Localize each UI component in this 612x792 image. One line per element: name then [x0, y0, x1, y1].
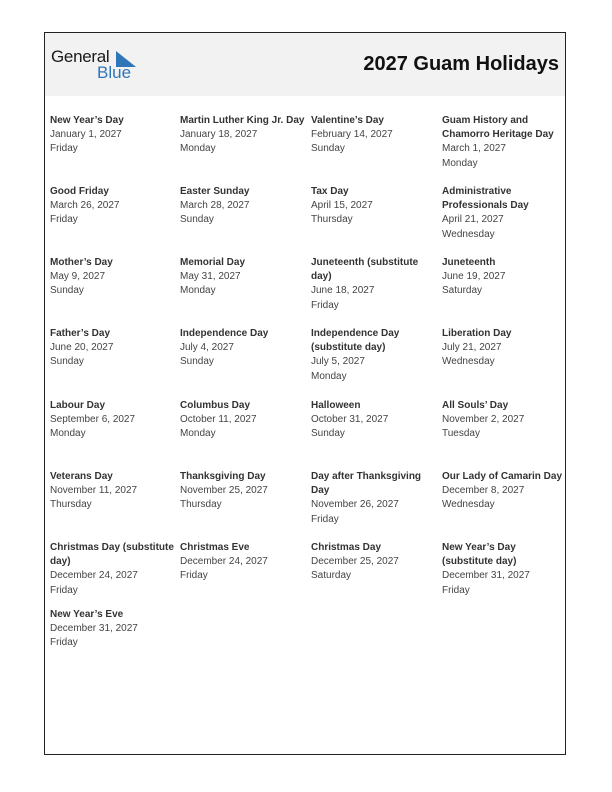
holiday-date: June 20, 2027	[50, 342, 114, 354]
holiday-date: November 25, 2027	[180, 485, 268, 497]
holiday-entry	[442, 256, 568, 299]
holiday-weekday: Friday	[50, 214, 78, 226]
holiday-date: June 19, 2027	[442, 271, 506, 283]
holiday-name: Memorial Day	[180, 257, 246, 268]
holiday-entry	[180, 256, 306, 299]
holiday-weekday: Friday	[50, 637, 78, 649]
holiday-date: March 28, 2027	[180, 200, 250, 212]
holiday-name: Christmas Day	[311, 542, 382, 553]
holiday-weekday: Friday	[442, 584, 470, 596]
page-header	[45, 33, 565, 96]
holiday-entry	[311, 114, 437, 157]
holiday-date: January 1, 2027	[50, 129, 122, 141]
holiday-date: March 1, 2027	[442, 143, 506, 155]
holiday-date: July 4, 2027	[180, 342, 234, 354]
holiday-entry	[50, 327, 176, 370]
holiday-entry	[50, 114, 176, 157]
holiday-name: Administrative Professionals Day	[442, 186, 529, 212]
holiday-date: March 26, 2027	[50, 200, 120, 212]
holiday-entry	[50, 541, 176, 598]
holiday-name: Thanksgiving Day	[180, 471, 266, 482]
holiday-entry	[180, 470, 306, 513]
holiday-name: New Year’s Day (substitute day)	[442, 542, 517, 568]
holiday-date: November 2, 2027	[442, 414, 525, 426]
holiday-weekday: Friday	[311, 513, 339, 525]
holiday-date: December 24, 2027	[50, 570, 138, 582]
holiday-weekday: Sunday	[311, 428, 345, 440]
holiday-weekday: Monday	[180, 428, 216, 440]
holiday-entry	[50, 185, 176, 228]
holiday-weekday: Sunday	[50, 285, 84, 297]
holiday-weekday: Thursday	[50, 499, 92, 511]
holiday-name: New Year’s Day	[50, 115, 124, 126]
holiday-weekday: Tuesday	[442, 428, 480, 440]
holiday-entry	[311, 327, 437, 384]
holiday-name: Mother’s Day	[50, 257, 113, 268]
holiday-name: Juneteenth (substitute day)	[311, 257, 419, 283]
holiday-date: February 14, 2027	[311, 129, 393, 141]
holiday-weekday: Monday	[50, 428, 86, 440]
holiday-date: September 6, 2027	[50, 414, 136, 426]
holiday-date: April 21, 2027	[442, 214, 504, 226]
holiday-name: Juneteenth	[442, 257, 496, 268]
holiday-entry	[311, 256, 437, 313]
holiday-date: January 18, 2027	[180, 129, 258, 141]
generalblue-logo	[51, 47, 141, 83]
holiday-entry	[311, 399, 437, 442]
calendar-page	[44, 32, 566, 755]
holiday-entry	[50, 256, 176, 299]
holiday-weekday: Friday	[311, 299, 339, 311]
holiday-entry	[442, 327, 568, 370]
holiday-entry	[311, 470, 437, 527]
holiday-name: Labour Day	[50, 400, 106, 411]
holiday-entry	[50, 399, 176, 442]
holiday-entry	[442, 541, 568, 598]
holiday-weekday: Monday	[180, 285, 216, 297]
holiday-name: Martin Luther King Jr. Day	[180, 115, 305, 126]
holiday-weekday: Saturday	[311, 570, 352, 582]
holiday-date: May 9, 2027	[50, 271, 106, 283]
holiday-name: Veterans Day	[50, 471, 113, 482]
holiday-date: July 5, 2027	[311, 356, 365, 368]
holiday-date: December 31, 2027	[442, 570, 530, 582]
logo-text-blue: Blue	[97, 63, 132, 82]
holiday-entry	[442, 185, 568, 242]
holiday-weekday: Friday	[50, 584, 78, 596]
holiday-name: Father’s Day	[50, 328, 111, 339]
holiday-name: Day after Thanksgiving Day	[311, 471, 422, 497]
holiday-name: Easter Sunday	[180, 186, 250, 197]
holiday-entry	[311, 185, 437, 228]
holiday-date: December 31, 2027	[50, 623, 138, 635]
holiday-weekday: Friday	[50, 143, 78, 155]
holiday-entry	[311, 541, 437, 584]
holiday-date: December 25, 2027	[311, 556, 399, 568]
holiday-name: Christmas Eve	[180, 542, 250, 553]
holiday-weekday: Thursday	[311, 214, 353, 226]
holiday-date: November 11, 2027	[50, 485, 138, 497]
holiday-entry	[180, 399, 306, 442]
holiday-name: Liberation Day	[442, 328, 512, 339]
holiday-weekday: Sunday	[50, 356, 84, 368]
holiday-date: December 8, 2027	[442, 485, 525, 497]
holiday-entry	[180, 541, 306, 584]
holiday-entry	[50, 470, 176, 513]
holiday-entry	[180, 114, 306, 157]
holiday-entry	[442, 114, 568, 171]
holiday-name: Columbus Day	[180, 400, 251, 411]
holiday-name: Valentine’s Day	[311, 115, 384, 126]
holiday-weekday: Wednesday	[442, 499, 495, 511]
holiday-weekday: Sunday	[311, 143, 345, 155]
holiday-name: New Year’s Eve	[50, 609, 124, 620]
holiday-entry	[442, 470, 568, 513]
holiday-weekday: Wednesday	[442, 356, 495, 368]
holiday-date: December 24, 2027	[180, 556, 268, 568]
holiday-weekday: Thursday	[180, 499, 222, 511]
holiday-name: Christmas Day (substitute day)	[50, 542, 174, 568]
holiday-date: November 26, 2027	[311, 499, 399, 511]
holiday-name: Halloween	[311, 400, 361, 411]
holiday-weekday: Monday	[180, 143, 216, 155]
holiday-entry	[180, 327, 306, 370]
holiday-entry	[180, 185, 306, 228]
holiday-weekday: Friday	[180, 570, 208, 582]
holiday-name: Our Lady of Camarin Day	[442, 471, 563, 482]
holiday-name: Independence Day	[180, 328, 269, 339]
page-title: 2027 Guam Holidays	[363, 53, 559, 75]
holiday-date: June 18, 2027	[311, 285, 375, 297]
holiday-name: Guam History and Chamorro Heritage Day	[442, 115, 554, 141]
holiday-date: April 15, 2027	[311, 200, 373, 212]
holiday-name: Independence Day (substitute day)	[311, 328, 400, 354]
holiday-entry	[50, 608, 176, 651]
holiday-weekday: Monday	[442, 157, 478, 169]
holiday-date: October 31, 2027	[311, 414, 389, 426]
holiday-weekday: Sunday	[180, 214, 214, 226]
holiday-date: October 11, 2027	[180, 414, 257, 426]
holiday-weekday: Monday	[311, 370, 347, 382]
holiday-date: May 31, 2027	[180, 271, 241, 283]
holiday-weekday: Saturday	[442, 285, 483, 297]
holiday-weekday: Wednesday	[442, 228, 495, 240]
holiday-name: Good Friday	[50, 186, 109, 197]
holiday-name: Tax Day	[311, 186, 349, 197]
holiday-date: July 21, 2027	[442, 342, 502, 354]
holiday-weekday: Sunday	[180, 356, 214, 368]
holiday-entry	[442, 399, 568, 442]
holiday-name: All Souls’ Day	[442, 400, 509, 411]
logo-text-general: General	[51, 47, 110, 66]
